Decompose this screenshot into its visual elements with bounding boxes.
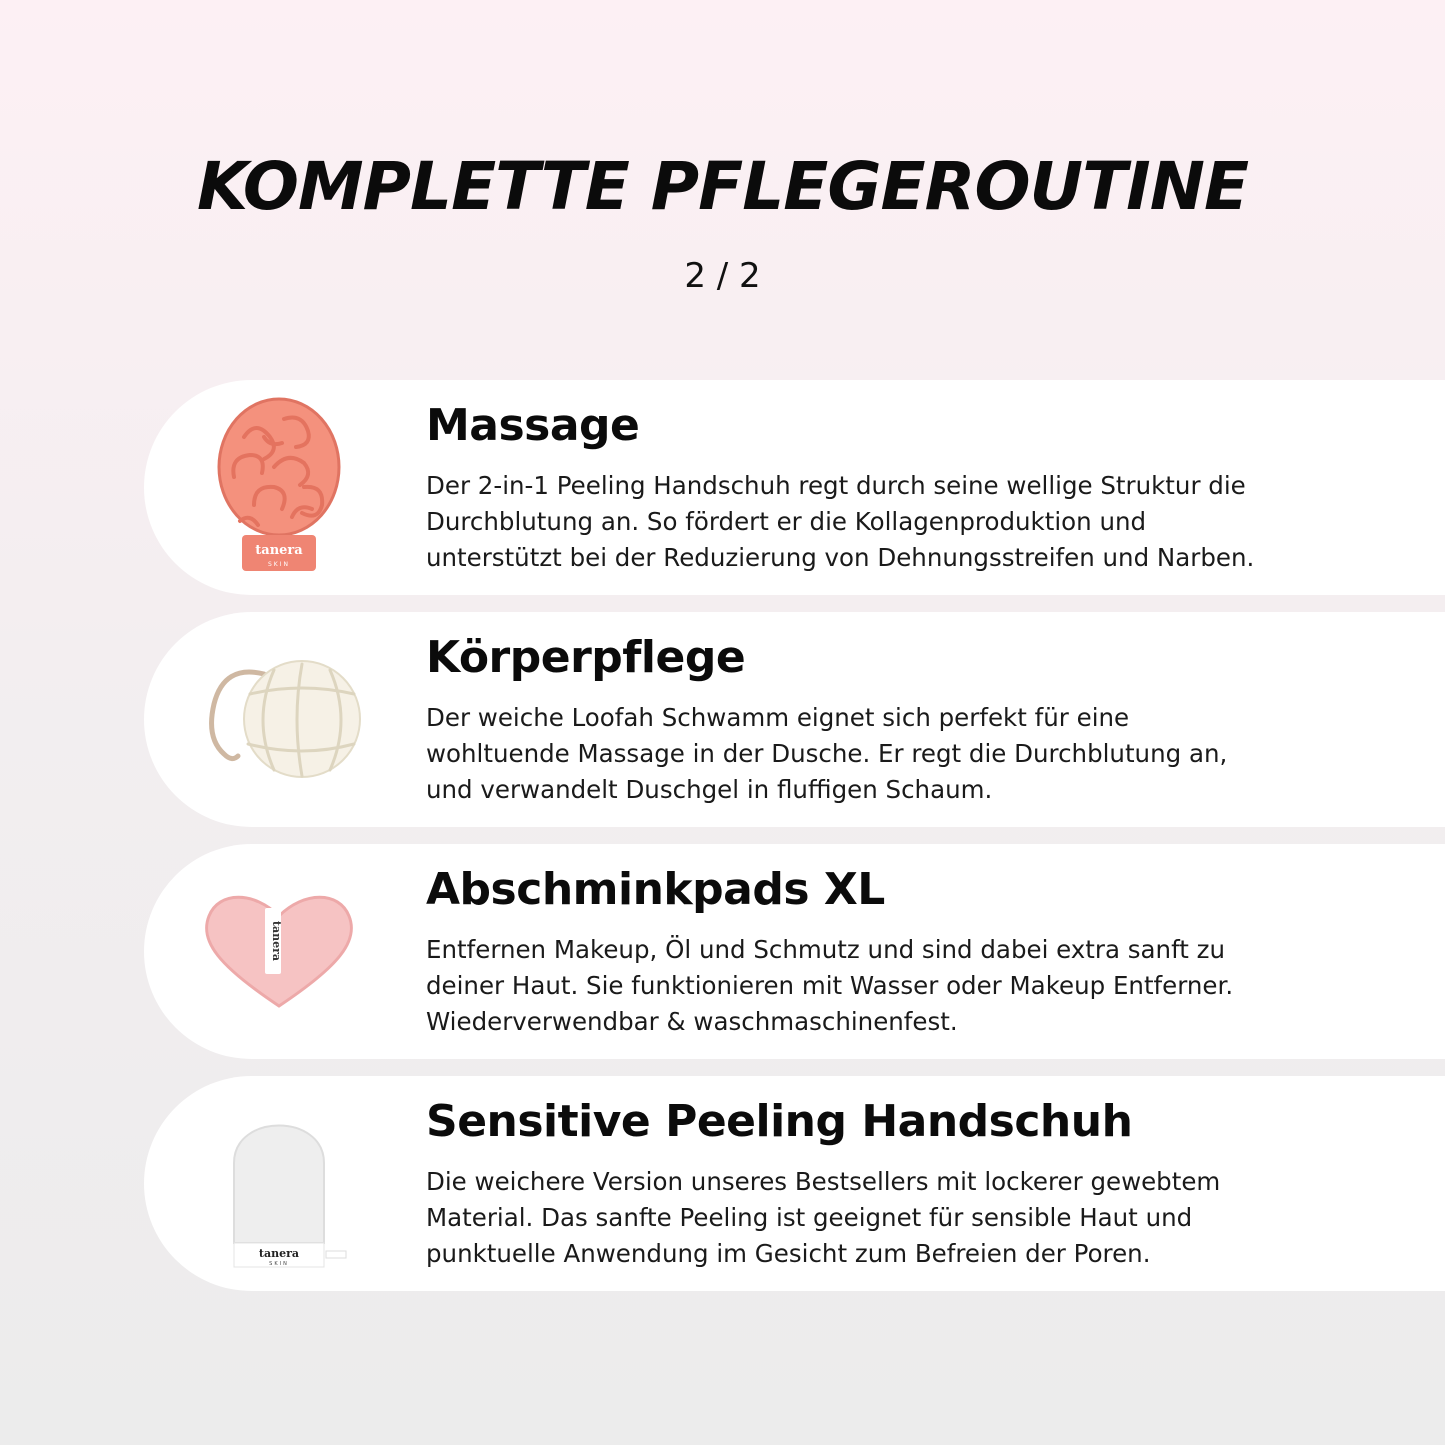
product-heading: Körperpflege xyxy=(426,632,746,683)
page-title: KOMPLETTE PFLEGEROUTINE xyxy=(196,148,1249,225)
product-heading: Sensitive Peeling Handschuh xyxy=(426,1096,1133,1147)
heart-pad-icon xyxy=(184,856,374,1046)
brand-label: tanera xyxy=(258,1247,300,1260)
product-card-koerperpflege xyxy=(144,612,1445,827)
product-card-massage xyxy=(144,380,1445,595)
brand-sub-label: SKIN xyxy=(267,561,291,568)
brand-label: tanera xyxy=(270,920,283,962)
product-card-abschminkpads xyxy=(144,844,1445,1059)
page-indicator: 2 / 2 xyxy=(684,256,761,296)
product-description: Entfernen Makeup, Öl und Schmutz und sind dabei extra sanft zu deiner Haut. Sie funktionieren mit Wasser oder Makeup Entferner. Wiederverwendbar & waschmaschinenfest. xyxy=(426,935,1234,1036)
product-heading: Abschminkpads XL xyxy=(426,864,885,915)
product-description: Der weiche Loofah Schwamm eignet sich perfekt für eine wohltuende Massage in der Dusche. Er regt die Durchblutung an, und verwandelt Duschgel in fluffigen Schaum. xyxy=(426,703,1228,804)
loofah-sponge-icon xyxy=(184,624,374,814)
brand-sub-label: SKIN xyxy=(269,1261,289,1267)
product-card-sensitive-handschuh xyxy=(144,1076,1445,1291)
sensitive-glove-icon xyxy=(184,1088,374,1278)
product-description: Der 2-in-1 Peeling Handschuh regt durch seine wellige Struktur die Durchblutung an. So fördert er die Kollagenproduktion und unterstützt bei der Reduzierung von Dehnungsstreifen und Narben. xyxy=(426,471,1255,572)
product-description: Die weichere Version unseres Bestsellers mit lockerer gewebtem Material. Das sanfte Peeling ist geeignet für sensible Haut und punktuelle Anwendung im Gesicht zum Befreien der Poren. xyxy=(426,1167,1221,1268)
massage-glove-icon xyxy=(184,392,374,582)
product-heading: Massage xyxy=(426,400,640,451)
brand-label: tanera xyxy=(255,543,303,558)
